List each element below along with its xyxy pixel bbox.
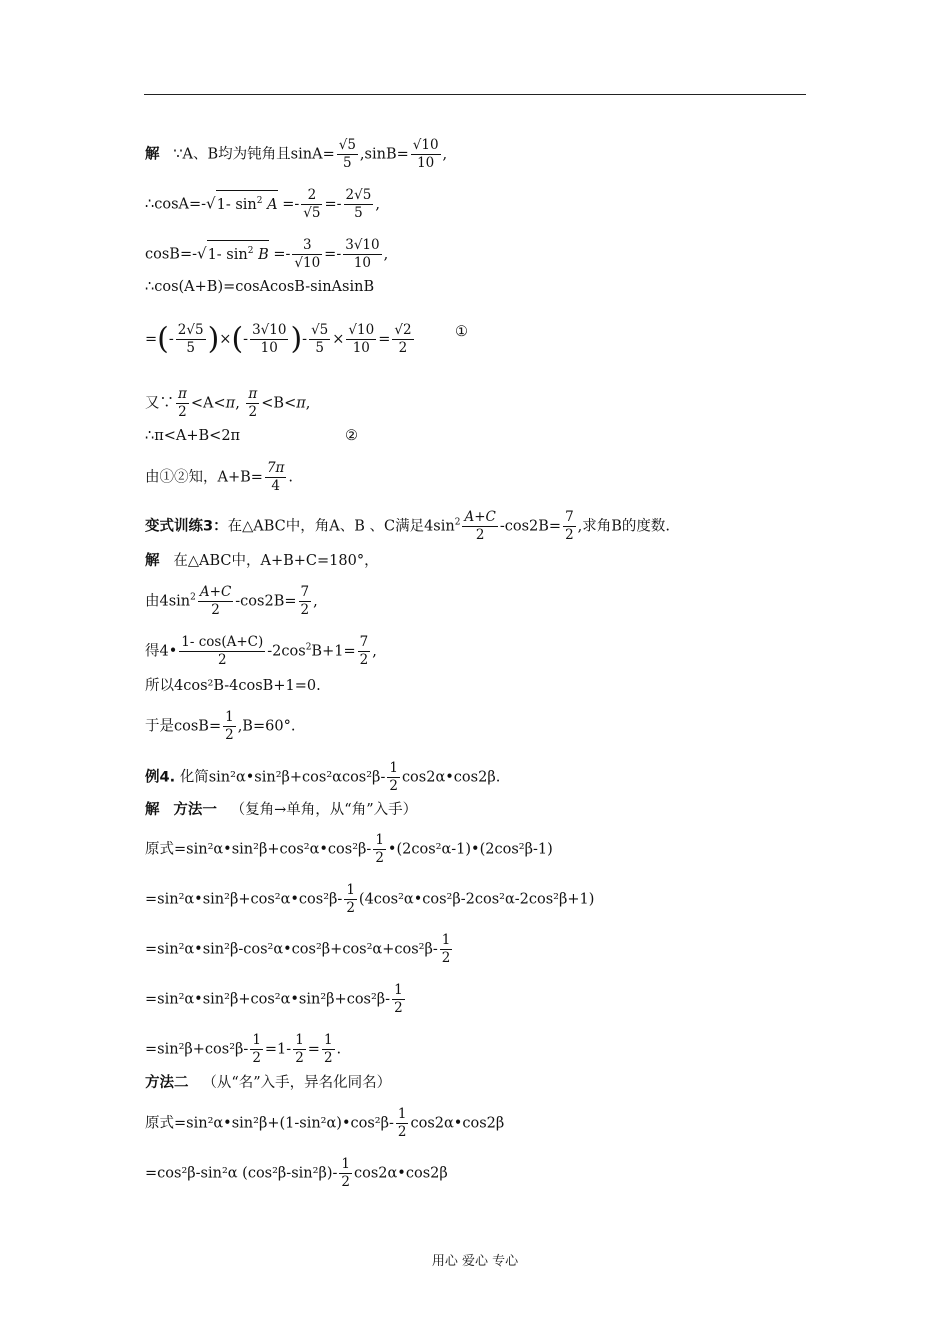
fraction: $\frac{\pi}{2}$ — [178, 386, 187, 420]
solution-line-4: ∴cos(A+B)=cosAcosB-sinAsinB — [145, 279, 375, 295]
fraction: $\frac{1}{2}$ — [295, 1032, 304, 1066]
fraction: $\frac{7\pi}{4}$ — [266, 460, 285, 494]
fraction: $\frac{\pi}{2}$ — [248, 386, 258, 420]
fraction: $\frac{2}{√5}$ — [303, 187, 321, 221]
fraction: $\frac{2√5}{5}$ — [345, 187, 372, 221]
solution-line-1: 解 ∵A、B均为钝角且sinA= $\frac{√5}{5}$ ,sinB= $\frac{√10}{10}$ , — [145, 137, 448, 171]
fraction: $\frac{7}{2}$ — [359, 634, 369, 668]
solution-label: 解 — [145, 146, 160, 163]
fraction: $\frac{3√10}{10}$ — [252, 322, 287, 356]
example-4: 例4. 化简sin²α•sin²β+cos²αcos²β- $\frac{1}{2}$ cos2α•cos2β. — [145, 760, 501, 794]
method-1-header: 解 方法一 （复角→单角，从“角”入手） — [145, 802, 418, 818]
fraction: $\frac{1}{2}$ — [225, 709, 234, 743]
marker-1: ① — [455, 324, 468, 340]
fraction: $\frac{1}{2}$ — [346, 882, 355, 916]
fraction: $\frac{1}{2}$ — [389, 760, 398, 794]
method-1-step-4: =sin²α•sin²β+cos²α•sin²β+cos²β- $\frac{1}{2}$ — [145, 982, 403, 1016]
fraction: $\frac{√5}{5}$ — [311, 322, 329, 356]
solution-line-10: 解 在△ABC中，A+B+C=180°， — [145, 553, 379, 569]
solution-line-14: 于是cosB= $\frac{1}{2}$ ,B=60°. — [145, 709, 296, 743]
fraction: $\frac{A+C}{2}$ — [464, 509, 496, 543]
fraction: $\frac{2√5}{5}$ — [177, 322, 204, 356]
method-2-step-1: 原式=sin²α•sin²β+(1-sin²α)•cos²β- $\frac{1}{2}$ cos2α•cos2β — [145, 1106, 505, 1140]
fraction: $\frac{√2}{2}$ — [394, 322, 412, 356]
method-1-step-5: =sin²β+cos²β- $\frac{1}{2}$ =1- $\frac{1}{2}$ = $\frac{1}{2}$ . — [145, 1032, 342, 1066]
solution-line-8: 由①②知，A+B= $\frac{7\pi}{4}$ . — [145, 460, 294, 494]
solution-line-6: 又∵ $\frac{\pi}{2}$ <A<π, $\frac{\pi}{2}$ <B<π, — [145, 386, 311, 420]
page-footer: 用心 爱心 专心 — [431, 1254, 519, 1269]
fraction: $\frac{1}{2}$ — [394, 982, 403, 1016]
solution-line-7: ∴π<A+B<2π ② — [145, 428, 358, 444]
fraction: $\frac{3}{√10}$ — [294, 237, 321, 271]
fraction: $\frac{1}{2}$ — [341, 1156, 350, 1190]
fraction: $\frac{√5}{5}$ — [338, 137, 356, 171]
fraction: $\frac{7}{2}$ — [565, 509, 574, 543]
fraction: $\frac{1}{2}$ — [375, 832, 384, 866]
method-2-header: 方法二 （从“名”入手，异名化同名） — [145, 1075, 392, 1091]
solution-line-2: ∴cosA=-√1- $\sin^2 A$ =- $\frac{2}{√5}$ =- $\frac{2√5}{5}$ , — [145, 187, 380, 221]
fraction: $\frac{√10}{10}$ — [348, 322, 375, 356]
fraction: $\frac{1}{2}$ — [441, 932, 451, 966]
solution-line-12: 得4• $\frac{1- \cos(A+C)}{2}$ $-2\cos^2B+1=$ $\frac{7}{2}$ , — [145, 634, 377, 668]
fraction: $\frac{1}{2}$ — [397, 1106, 407, 1140]
fraction: $\frac{1}{2}$ — [252, 1032, 261, 1066]
solution-line-5: =(- $\frac{2√5}{5}$ )×(- $\frac{3√10}{10}$ )- $\frac{√5}{5}$ × $\frac{√10}{10}$ = $\frac{√2}{2}$ ① — [145, 321, 468, 357]
solution-line-13: 所以4cos²B-4cosB+1=0. — [145, 678, 321, 694]
marker-2: ② — [345, 428, 358, 444]
fraction: $\frac{√10}{10}$ — [412, 137, 439, 171]
fraction: $\frac{7}{2}$ — [300, 584, 310, 618]
method-1-step-2: =sin²α•sin²β+cos²α•cos²β- $\frac{1}{2}$ (4cos²α•cos²β-2cos²α-2cos²β+1) — [145, 882, 595, 916]
method-1-step-1: 原式=sin²α•sin²β+cos²α•cos²β- $\frac{1}{2}$ •(2cos²α-1)•(2cos²β-1) — [145, 832, 553, 866]
fraction: $\frac{1- \cos(A+C)}{2}$ — [181, 634, 264, 668]
fraction: $\frac{1}{2}$ — [323, 1032, 333, 1066]
variant-exercise-3: 变式训练3：在△ABC中，角A、B 、C满足$4\sin^2$ $\frac{A+C}{2}$ -cos2B= $\frac{7}{2}$ ,求角B的度数. — [145, 509, 671, 543]
method-1-step-3: =sin²α•sin²β-cos²α•cos²β+cos²α+cos²β- $\frac{1}{2}$ — [145, 932, 451, 966]
fraction: $\frac{3√10}{10}$ — [345, 237, 380, 271]
solution-line-11: 由$4\sin^2$ $\frac{A+C}{2}$ -cos2B= $\frac{7}{2}$ , — [145, 584, 318, 618]
fraction: $\frac{A+C}{2}$ — [199, 584, 232, 618]
header-rule — [144, 94, 806, 95]
solution-line-3: cosB=-√1- $\sin^2 B$ =- $\frac{3}{√10}$ =- $\frac{3√10}{10}$ , — [145, 237, 389, 271]
method-2-step-2: =cos²β-sin²α (cos²β-sin²β)- $\frac{1}{2}$ cos2α•cos2β — [145, 1156, 448, 1190]
